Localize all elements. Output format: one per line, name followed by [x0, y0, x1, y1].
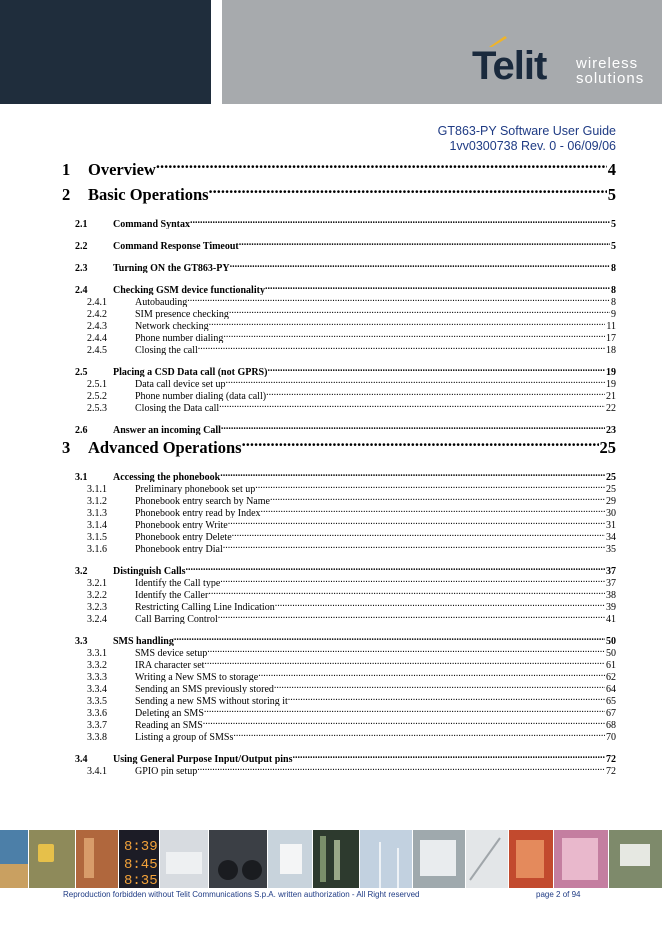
toc-entry-number: 1	[62, 160, 71, 179]
toc-entry[interactable]	[62, 530, 616, 542]
toc-entry[interactable]	[62, 343, 616, 355]
toc-entry-title: Checking GSM device functionality	[113, 285, 265, 295]
toc-entry-page: 19	[606, 379, 616, 389]
toc-dot-leader	[233, 730, 605, 740]
toc-entry-page: 8	[611, 285, 616, 295]
toc-entry[interactable]	[62, 694, 616, 706]
toc-entry[interactable]	[62, 564, 616, 576]
toc-dot-leader	[230, 261, 610, 271]
toc-entry-number: 3.3.5	[87, 696, 107, 706]
toc-dot-leader	[208, 588, 605, 598]
toc-dot-leader	[270, 494, 605, 504]
toc-entry-title: Closing the call	[135, 345, 198, 355]
toc-dot-leader	[242, 437, 599, 454]
toc-entry-number: 3.3.8	[87, 732, 107, 742]
toc-dot-leader	[223, 331, 605, 341]
logo-sub-line2: solutions	[576, 70, 645, 87]
toc-entry-page: 61	[606, 660, 616, 670]
toc-entry[interactable]	[62, 307, 616, 319]
toc-entry-page: 62	[606, 672, 616, 682]
logo-sub-line1: wireless	[576, 55, 639, 72]
toc-entry-number: 2.4.1	[87, 297, 107, 307]
toc-entry-number: 2.6	[75, 425, 88, 435]
toc-entry-number: 3.3.6	[87, 708, 107, 718]
toc-dot-leader	[197, 764, 605, 774]
toc-entry-title: SIM presence checking	[135, 309, 229, 319]
toc-entry-page: 22	[606, 403, 616, 413]
toc-dot-leader	[186, 564, 605, 574]
toc-dot-leader	[209, 184, 607, 201]
toc-entry-title: Using General Purpose Input/Output pins	[113, 754, 293, 764]
toc-entry[interactable]	[62, 588, 616, 600]
toc-entry-number: 3.1.4	[87, 520, 107, 530]
logo-wordmark: Telit	[472, 44, 547, 88]
toc-entry-page: 17	[606, 333, 616, 343]
toc-entry-title: Phonebook entry Write	[135, 520, 228, 530]
toc-entry-number: 3.2.2	[87, 590, 107, 600]
toc-dot-leader	[219, 401, 605, 411]
toc-entry[interactable]	[62, 646, 616, 658]
toc-entry[interactable]	[62, 182, 616, 207]
svg-text:8:45: 8:45	[124, 857, 158, 873]
toc-entry-title: Listing a group of SMSs	[135, 732, 234, 742]
document-title: GT863-PY Software User Guide	[437, 124, 616, 138]
toc-entry-page: 18	[606, 345, 616, 355]
toc-entry-number: 3.2.1	[87, 578, 107, 588]
toc-entry[interactable]	[62, 542, 616, 554]
toc-entry-title: Command Response Timeout	[113, 241, 239, 251]
toc-entry-title: Phonebook entry Delete	[135, 532, 232, 542]
toc-entry-number: 2.5.1	[87, 379, 107, 389]
toc-entry-number: 2.3	[75, 263, 88, 273]
toc-entry[interactable]	[62, 518, 616, 530]
toc-entry-number: 3.4	[75, 754, 88, 764]
toc-entry-page: 25	[599, 435, 617, 460]
toc-entry-number: 2.5.2	[87, 391, 107, 401]
toc-entry[interactable]	[62, 506, 616, 518]
toc-entry[interactable]	[62, 365, 616, 377]
toc-dot-leader	[156, 159, 607, 176]
toc-dot-leader	[265, 283, 610, 293]
toc-entry-page: 34	[606, 532, 616, 542]
toc-entry-page: 25	[606, 472, 616, 482]
toc-entry[interactable]	[62, 239, 616, 251]
svg-text:8:39: 8:39	[124, 839, 158, 855]
toc-entry-page: 21	[606, 391, 616, 401]
toc-entry[interactable]	[62, 612, 616, 624]
toc-entry-number: 3.2.4	[87, 614, 107, 624]
toc-entry-number: 2.4.5	[87, 345, 107, 355]
toc-entry-number: 2.5.3	[87, 403, 107, 413]
toc-entry-title: Answer an incoming Call	[113, 425, 221, 435]
toc-entry-number: 3.3.4	[87, 684, 107, 694]
toc-entry-number: 3.1.2	[87, 496, 107, 506]
toc-entry-title: Writing a New SMS to storage	[135, 672, 259, 682]
toc-entry-title: Overview	[88, 160, 156, 179]
toc-entry[interactable]	[62, 389, 616, 401]
toc-entry-title: Phonebook entry search by Name	[135, 496, 270, 506]
toc-entry-title: Sending an SMS previously stored	[135, 684, 274, 694]
toc-entry-page: 67	[606, 708, 616, 718]
toc-dot-leader	[220, 470, 605, 480]
toc-dot-leader	[209, 319, 606, 329]
toc-entry-page: 65	[606, 696, 616, 706]
toc-entry-number: 3.3.2	[87, 660, 107, 670]
toc-entry-number: 3.1.3	[87, 508, 107, 518]
toc-dot-leader	[275, 600, 605, 610]
toc-entry[interactable]	[62, 600, 616, 612]
toc-entry-page: 8	[611, 263, 616, 273]
toc-dot-leader	[266, 389, 605, 399]
toc-entry[interactable]	[62, 423, 616, 435]
toc-entry-page: 70	[606, 732, 616, 742]
toc-entry[interactable]	[62, 576, 616, 588]
footer-page-number: page 2 of 94	[536, 890, 581, 899]
toc-dot-leader	[239, 239, 610, 249]
toc-entry-page: 5	[611, 219, 616, 229]
toc-entry-number: 3.1.6	[87, 544, 107, 554]
toc-entry[interactable]	[62, 435, 616, 460]
toc-entry-title: Placing a CSD Data call (not GPRS)	[113, 367, 268, 377]
toc-entry[interactable]	[62, 718, 616, 730]
toc-entry[interactable]	[62, 670, 616, 682]
toc-entry-number: 3.4.1	[87, 766, 107, 776]
toc-entry-number: 2.1	[75, 219, 88, 229]
toc-entry[interactable]	[62, 401, 616, 413]
toc-dot-leader	[174, 634, 605, 644]
toc-entry-title: Phone number dialing	[135, 333, 224, 343]
telit-logo	[470, 36, 650, 92]
toc-entry-number: 2	[62, 185, 71, 204]
toc-entry-number: 3.3.7	[87, 720, 107, 730]
toc-dot-leader	[204, 658, 605, 668]
toc-dot-leader	[187, 295, 610, 305]
toc-dot-leader	[220, 576, 605, 586]
toc-entry[interactable]	[62, 764, 616, 776]
toc-entry[interactable]	[62, 295, 616, 307]
toc-entry-title: Identify the Caller	[135, 590, 209, 600]
toc-entry-title: GPIO pin setup	[135, 766, 198, 776]
toc-dot-leader	[255, 482, 605, 492]
toc-entry[interactable]	[62, 730, 616, 742]
toc-entry-title: Call Barring Control	[135, 614, 218, 624]
toc-entry-title: Phone number dialing (data call)	[135, 391, 267, 401]
toc-dot-leader	[261, 506, 605, 516]
toc-entry[interactable]	[62, 319, 616, 331]
toc-entry-page: 64	[606, 684, 616, 694]
toc-entry-title: Network checking	[135, 321, 209, 331]
toc-entry-title: Restricting Calling Line Indication	[135, 602, 275, 612]
toc-entry-number: 2.4.3	[87, 321, 107, 331]
toc-entry-page: 4	[607, 157, 616, 182]
toc-entry[interactable]	[62, 157, 616, 182]
toc-entry-number: 2.4.2	[87, 309, 107, 319]
toc-entry-number: 3.2.3	[87, 602, 107, 612]
toc-entry-title: Identify the Call type	[135, 578, 221, 588]
toc-entry-page: 5	[607, 182, 616, 207]
toc-entry[interactable]	[62, 634, 616, 646]
toc-entry-number: 3.3.3	[87, 672, 107, 682]
toc-entry-title: Data call device set up	[135, 379, 226, 389]
toc-entry-title: Closing the Data call	[135, 403, 220, 413]
toc-entry[interactable]	[62, 217, 616, 229]
toc-entry-title: Basic Operations	[88, 185, 209, 204]
toc-entry-number: 2.4	[75, 285, 88, 295]
toc-entry[interactable]	[62, 261, 616, 273]
logo-subtitle	[576, 56, 644, 86]
toc-dot-leader	[223, 542, 605, 552]
toc-entry-title: Phonebook entry Dial	[135, 544, 223, 554]
toc-entry-number: 2.2	[75, 241, 88, 251]
toc-entry-page: 68	[606, 720, 616, 730]
toc-entry[interactable]	[62, 331, 616, 343]
toc-dot-leader	[190, 217, 610, 227]
toc-entry[interactable]	[62, 377, 616, 389]
toc-entry-title: IRA character set	[135, 660, 205, 670]
toc-entry-number: 3.1.5	[87, 532, 107, 542]
toc-dot-leader	[221, 423, 605, 433]
table-of-contents	[62, 157, 616, 776]
toc-entry-title: Sending a new SMS without storing it	[135, 696, 288, 706]
toc-entry-page: 8	[611, 297, 616, 307]
toc-entry-page: 5	[611, 241, 616, 251]
toc-entry-number: 2.5	[75, 367, 88, 377]
toc-entry-title: SMS handling	[113, 636, 174, 646]
toc-entry-page: 11	[606, 321, 616, 331]
toc-entry-number: 3.2	[75, 566, 88, 576]
toc-dot-leader	[293, 752, 606, 762]
toc-entry[interactable]	[62, 482, 616, 494]
toc-entry-title: Autobauding	[135, 297, 188, 307]
toc-dot-leader	[258, 670, 605, 680]
toc-entry-page: 23	[606, 425, 616, 435]
toc-entry-title: Preliminary phonebook set up	[135, 484, 256, 494]
toc-entry-page: 50	[606, 648, 616, 658]
toc-dot-leader	[218, 612, 605, 622]
toc-dot-leader	[204, 706, 605, 716]
toc-entry-page: 37	[606, 566, 616, 576]
toc-dot-leader	[203, 718, 605, 728]
toc-entry-page: 72	[606, 766, 616, 776]
header-dark-panel	[0, 0, 211, 104]
footer-photo-collage	[0, 830, 662, 888]
toc-entry-title: Reading an SMS	[135, 720, 203, 730]
toc-dot-leader	[228, 518, 605, 528]
toc-entry[interactable]	[62, 682, 616, 694]
toc-entry[interactable]	[62, 494, 616, 506]
toc-entry[interactable]	[62, 470, 616, 482]
toc-entry-page: 31	[606, 520, 616, 530]
document-info	[438, 124, 616, 154]
toc-entry-page: 29	[606, 496, 616, 506]
toc-entry-title: Turning ON the GT863-PY	[113, 263, 230, 273]
toc-entry-page: 25	[606, 484, 616, 494]
toc-entry-page: 41	[606, 614, 616, 624]
toc-dot-leader	[226, 377, 605, 387]
toc-entry-page: 39	[606, 602, 616, 612]
toc-entry-number: 2.4.4	[87, 333, 107, 343]
toc-entry-page: 50	[606, 636, 616, 646]
toc-entry[interactable]	[62, 706, 616, 718]
toc-entry-title: Accessing the phonebook	[113, 472, 221, 482]
toc-entry-number: 3.1.1	[87, 484, 107, 494]
toc-dot-leader	[288, 694, 605, 704]
toc-entry[interactable]	[62, 752, 616, 764]
toc-entry-page: 72	[606, 754, 616, 764]
toc-entry-number: 3	[62, 438, 71, 457]
toc-entry-page: 30	[606, 508, 616, 518]
footer-copyright: Reproduction forbidden without Telit Communications S.p.A. written authorization - All Right reserved	[63, 890, 420, 899]
toc-entry-page: 37	[606, 578, 616, 588]
toc-entry-page: 35	[606, 544, 616, 554]
toc-entry[interactable]	[62, 658, 616, 670]
toc-entry[interactable]	[62, 283, 616, 295]
toc-entry-title: Phonebook entry read by Index	[135, 508, 261, 518]
svg-text:8:35: 8:35	[124, 873, 158, 888]
toc-entry-title: Command Syntax	[113, 219, 190, 229]
toc-entry-number: 3.3.1	[87, 648, 107, 658]
toc-dot-leader	[207, 646, 605, 656]
toc-entry-title: Distinguish Calls	[113, 566, 186, 576]
toc-entry-title: SMS device setup	[135, 648, 208, 658]
toc-entry-title: Deleting an SMS	[135, 708, 204, 718]
toc-entry-page: 19	[606, 367, 616, 377]
footer-image-strip	[0, 830, 662, 888]
toc-dot-leader	[198, 343, 605, 353]
toc-entry-page: 9	[611, 309, 616, 319]
toc-entry-page: 38	[606, 590, 616, 600]
toc-dot-leader	[229, 307, 610, 317]
toc-entry-title: Advanced Operations	[88, 438, 242, 457]
toc-entry-number: 3.3	[75, 636, 88, 646]
toc-entry-number: 3.1	[75, 472, 88, 482]
toc-dot-leader	[232, 530, 605, 540]
document-revision: 1vv0300738 Rev. 0 - 06/09/06	[449, 139, 616, 153]
toc-dot-leader	[267, 365, 605, 375]
toc-dot-leader	[274, 682, 605, 692]
